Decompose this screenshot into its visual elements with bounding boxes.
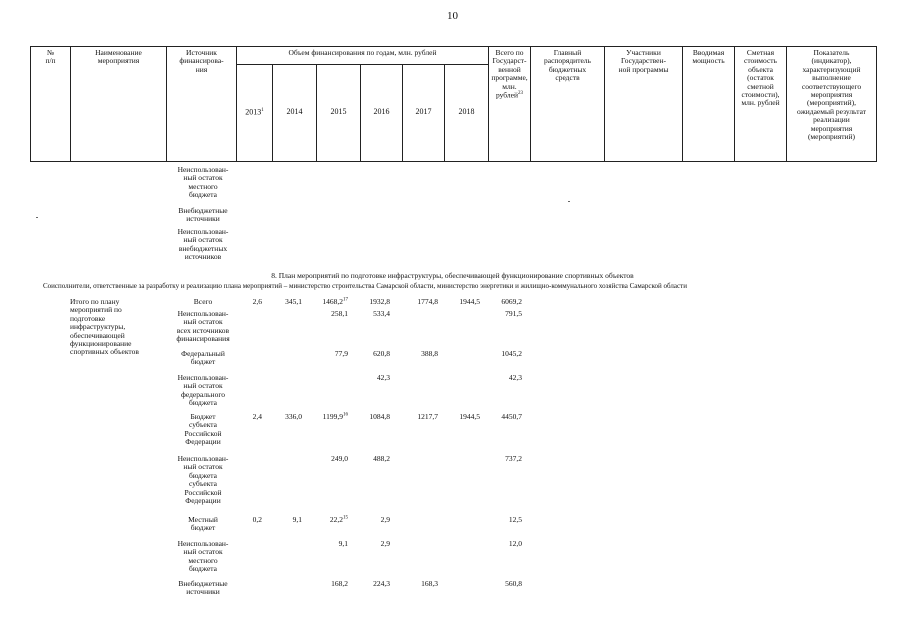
row-source: Неиспользован- ный остаток федерального бюджета [177,373,229,408]
col-header-estimate: Сметная стоимость объекта (остаток сметной стоимости), млн. рублей [741,48,780,108]
volume-subheader-line [236,64,488,65]
year-2018: 2018 [458,107,475,116]
cell-value: 1084,8 [369,412,390,421]
cell-value: 1774,8 [417,297,438,306]
cell-value: 6069,2 [501,297,522,306]
col-header-volume: Объем финансирования по годам, млн. рублей [288,48,437,57]
cell-value: 1468,2 [322,297,343,306]
cell-total [462,413,522,421]
year-2013: 2013$^1$ [245,107,264,117]
cell-total [462,310,522,318]
row-source: Бюджет субъекта Российской Федерации [184,412,222,447]
col-header-source: Источник финансирова- ния [179,48,224,74]
carryover-source: Неиспользован- ный остаток местного бюджета [177,165,229,200]
header-border-bottom [30,161,877,162]
cell-value: 336,0 [285,412,302,421]
cell-value: 4450,7 [501,412,522,421]
cell-value: 9,1 [292,515,302,524]
cell-value: 2,6 [252,297,262,306]
col-header-total: Всего по Государст- венной программе, млн. рублей$^{23}$ [491,48,528,100]
footnote-ref: 16 [343,412,348,418]
footnote-ref: 17 [343,297,348,303]
row-source: Неиспользован- ный остаток всех источников финансирования [176,309,230,344]
cell-y2016 [330,374,390,382]
cell-value: 249,0 [331,454,348,463]
cell-value: 345,1 [285,297,302,306]
cell-value: 77,9 [334,349,348,358]
cell-total [462,516,522,524]
cell-value: 168,2 [331,579,348,588]
cell-y2016 [330,310,390,318]
section-coexecutors: Соисполнители, ответственные за разработку и реализацию плана мероприятий – министерство строительства Самарской области, министерство энергетики и жилищно-коммунального хозяйства Самарской области [43,282,687,290]
cell-value: 488,2 [373,454,390,463]
cell-value: 2,9 [380,539,390,548]
cell-value: 12,0 [508,539,522,548]
col-header-participants: Участники Государствен- ной программы [618,48,669,74]
carryover-source: Внебюджетные источники [178,206,228,224]
cell-value: 1217,7 [417,412,438,421]
row-source: Внебюджетные источники [178,579,228,597]
scan-mark [568,201,570,202]
cell-value: 42,3 [376,373,390,382]
cell-y2016 [330,455,390,463]
carryover-source: Неиспользован- ный остаток внебюджетных источников [177,227,229,262]
cell-value: 1944,5 [459,412,480,421]
cell-total [462,374,522,382]
header-border-right [876,46,877,162]
cell-value: 1944,5 [459,297,480,306]
col-header-indicator: Показатель (индикатор), характеризующий выполнение соответствующего мероприятия (мероприятий), ожидаемый результат реализации мероприятия (мероприятий) [797,48,866,141]
cell-value: 9,1 [338,539,348,548]
cell-value: 1045,2 [501,349,522,358]
row-source: Всего [193,297,213,306]
cell-value: 258,1 [331,309,348,318]
section-heading: 8. План мероприятий по подготовке инфраструктуры, обеспечивающей функционирование спортивных объектов [271,271,634,280]
year-2017: 2017 [415,107,432,116]
cell-value: 620,8 [373,349,390,358]
cell-y2017 [378,350,438,358]
footnote-ref: 15 [343,515,348,521]
cell-value: 1199,9 [322,412,343,421]
cell-value: 224,3 [373,579,390,588]
cell-total [462,350,522,358]
year-2014: 2014 [286,107,303,116]
cell-value: 2,4 [252,412,262,421]
cell-value: 791,5 [505,309,522,318]
cell-value: 2,9 [380,515,390,524]
cell-value: 560,8 [505,579,522,588]
cell-value: 22,2 [329,515,343,524]
scan-mark [36,217,38,218]
cell-y2017 [378,580,438,588]
row-source: Неиспользован- ный остаток бюджета субъекта Российской Федерации [177,454,229,505]
row-source: Федеральный бюджет [181,349,225,367]
cell-value: 737,2 [505,454,522,463]
cell-y2016 [330,540,390,548]
col-header-manager: Главный распорядитель бюджетных средств [544,48,591,83]
page-number: 10 [447,10,458,22]
cell-total [462,455,522,463]
header-border-top [30,46,877,47]
cell-total [462,298,522,306]
cell-value: 533,4 [373,309,390,318]
col-header-capacity: Вводимая мощность [692,48,725,66]
year-2015: 2015 [330,107,347,116]
cell-value: 168,3 [421,579,438,588]
cell-value: 388,8 [421,349,438,358]
cell-value: 1932,8 [369,297,390,306]
section-total-label: Итого по плану мероприятий по подготовке инфраструктуры, обеспечивающей функционирование спортивных объектов [70,297,139,357]
cell-value: 0,2 [252,515,262,524]
table-header [30,46,877,162]
col-header-name: Наименование мероприятия [95,48,142,66]
year-2016: 2016 [373,107,390,116]
cell-value: 42,3 [508,373,522,382]
col-header-num: № п/п [45,48,56,66]
cell-value: 12,5 [508,515,522,524]
row-source: Неиспользован- ный остаток местного бюджета [177,539,229,574]
row-source: Местный бюджет [188,515,218,533]
cell-total [462,540,522,548]
cell-y2016 [330,516,390,524]
cell-total [462,580,522,588]
